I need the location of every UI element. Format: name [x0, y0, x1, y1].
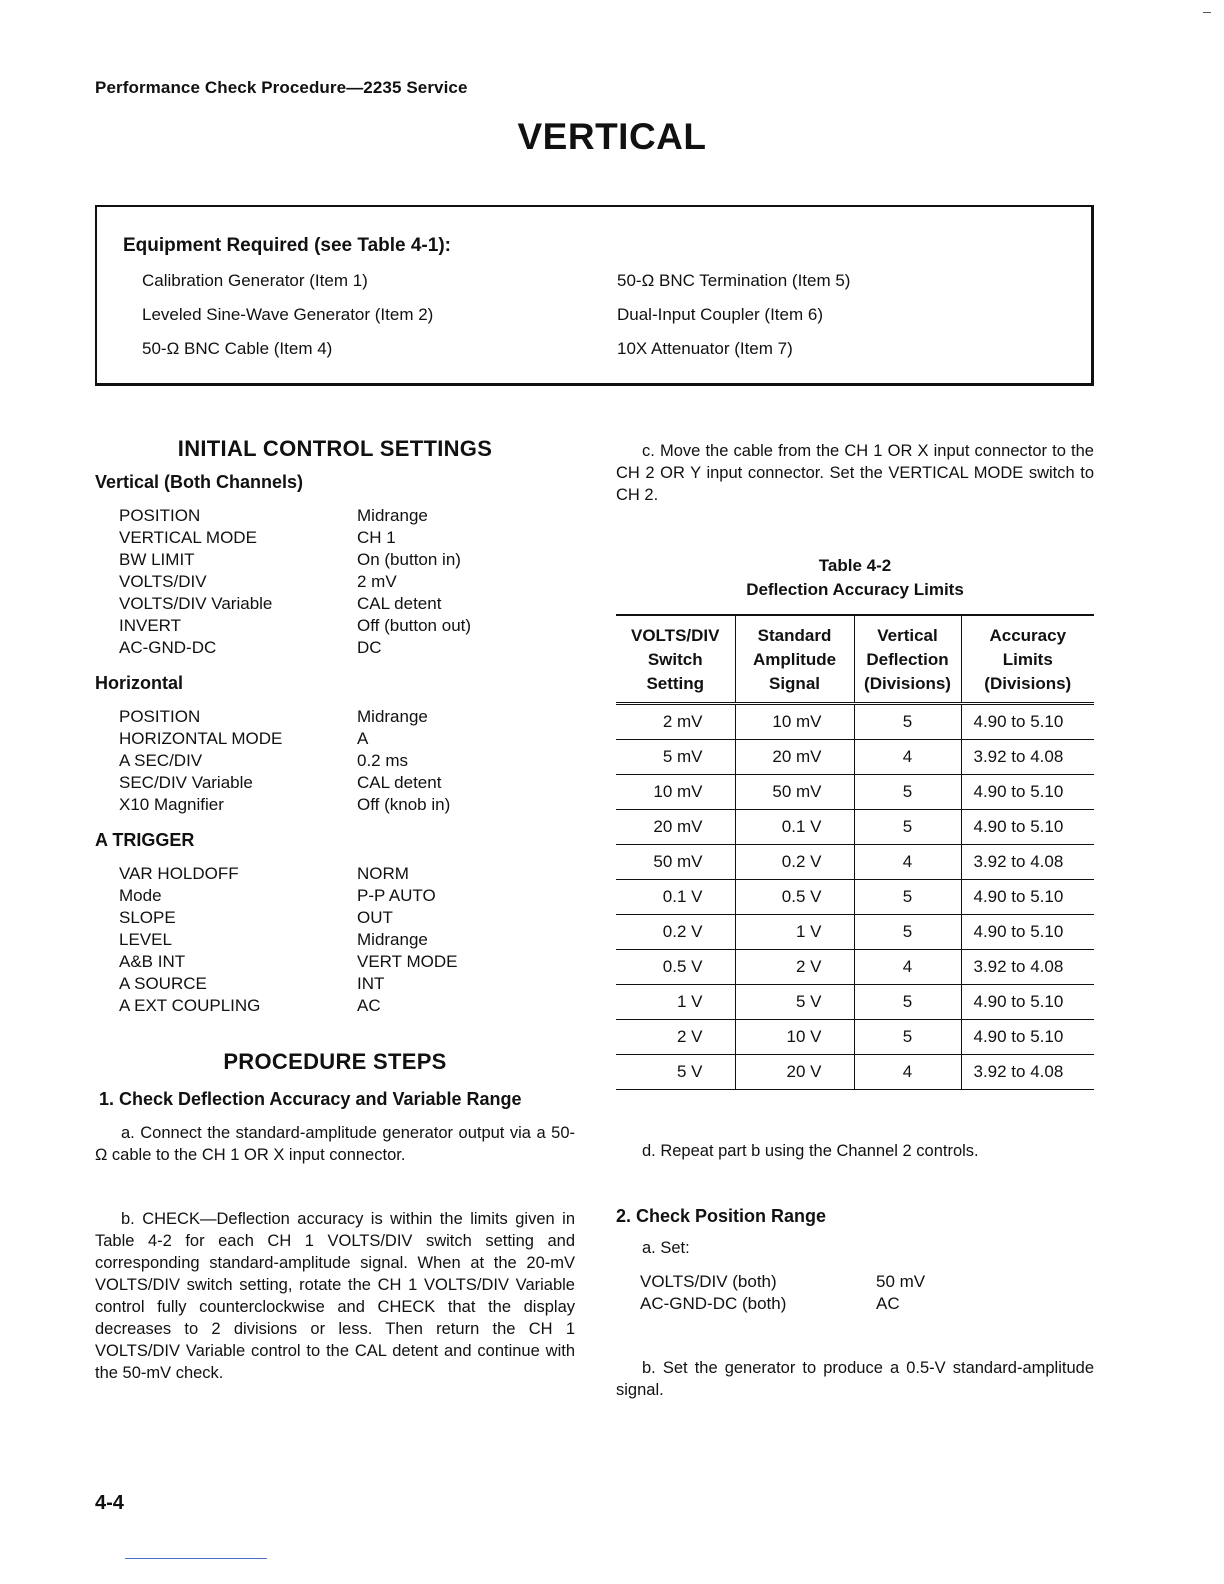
procedure-steps-heading: PROCEDURE STEPS: [223, 1049, 447, 1074]
setting-name: AC-GND-DC (both): [640, 1294, 787, 1313]
table-cell: 2 V: [616, 1020, 735, 1055]
settings-horizontal: [119, 706, 575, 816]
page-number: 4-4: [95, 1492, 124, 1514]
table-cell: 10 mV: [735, 704, 854, 740]
step1-part-d: d. Repeat part b using the Channel 2 controls.: [642, 1142, 979, 1160]
table-cell: 4.90 to 5.10: [961, 1020, 1094, 1055]
setting-name: X10 Magnifier: [119, 795, 224, 814]
setting-value: AC: [876, 1294, 900, 1313]
table-cell: 5: [854, 985, 961, 1020]
setting-name: Mode: [119, 886, 162, 905]
header-line: Vertical: [877, 626, 938, 645]
setting-value: Off (button out): [357, 616, 472, 635]
table-cell: 5: [854, 810, 961, 845]
setting-row: [119, 951, 575, 973]
step1-title: 1. Check Deflection Accuracy and Variable Range: [99, 1089, 522, 1109]
table-cell: 0.2 V: [616, 915, 735, 950]
setting-value: Off (knob in): [357, 795, 451, 814]
setting-value: AC: [357, 996, 381, 1015]
table-cell: 3.92 to 4.08: [961, 1055, 1094, 1090]
setting-value: VERT MODE: [357, 952, 458, 971]
setting-row: [119, 505, 575, 527]
table-cell: 0.5 V: [735, 880, 854, 915]
setting-name: SEC/DIV Variable: [119, 773, 253, 792]
equipment-required-box: [95, 205, 1094, 386]
table-row: [616, 1055, 1094, 1090]
header-line: Deflection: [866, 650, 949, 669]
setting-value: INT: [357, 974, 385, 993]
table-row: [616, 950, 1094, 985]
setting-row: [119, 929, 575, 951]
table-row: [616, 740, 1094, 775]
setting-value: CH 1: [357, 528, 396, 547]
left-column: [95, 436, 575, 1384]
table-cell: 4.90 to 5.10: [961, 704, 1094, 740]
step2-part-b: b. Set the generator to produce a 0.5-V standard-amplitude signal.: [616, 1359, 1094, 1399]
initial-settings-heading: INITIAL CONTROL SETTINGS: [177, 436, 493, 461]
table-cell: 4.90 to 5.10: [961, 880, 1094, 915]
table-cell: 4.90 to 5.10: [961, 775, 1094, 810]
table-cell: 50 mV: [735, 775, 854, 810]
setting-row: [119, 706, 575, 728]
setting-name: VOLTS/DIV (both): [640, 1272, 777, 1291]
step2-part-a: a. Set:: [642, 1239, 690, 1257]
table-cell: 20 mV: [616, 810, 735, 845]
table-cell: 4: [854, 740, 961, 775]
setting-row: [119, 794, 575, 816]
setting-name: VAR HOLDOFF: [119, 864, 239, 883]
setting-value: DC: [357, 638, 382, 657]
table-cell: 0.1 V: [616, 880, 735, 915]
setting-row: [119, 593, 575, 615]
equipment-item: 50-Ω BNC Termination (Item 5): [617, 271, 851, 290]
table-cell: 0.5 V: [616, 950, 735, 985]
setting-row: [119, 885, 575, 907]
setting-value: 50 mV: [876, 1272, 926, 1291]
equipment-item: 50-Ω BNC Cable (Item 4): [142, 339, 333, 358]
setting-name: LEVEL: [119, 930, 172, 949]
running-head: Performance Check Procedure—2235 Service: [95, 78, 468, 97]
table-cell: 1 V: [616, 985, 735, 1020]
setting-row: [119, 728, 575, 750]
setting-name: A&B INT: [119, 952, 186, 971]
step1-part-c: c. Move the cable from the CH 1 OR X input connector to the CH 2 OR Y input connector. Set the VERTICAL MODE switch to CH 2.: [616, 442, 1094, 504]
setting-name: INVERT: [119, 616, 182, 635]
setting-value: A: [357, 729, 369, 748]
setting-row: [119, 549, 575, 571]
equipment-list-left: [142, 271, 433, 373]
settings-vertical: [119, 505, 575, 659]
table-cell: 0.1 V: [735, 810, 854, 845]
header-line: (Divisions): [984, 674, 1072, 693]
setting-value: Midrange: [357, 707, 428, 726]
header-line: Standard: [757, 626, 832, 645]
table-cell: 0.2 V: [735, 845, 854, 880]
setting-row: [119, 615, 575, 637]
setting-value: 0.2 ms: [357, 751, 409, 770]
setting-value: 2 mV: [357, 572, 397, 591]
table-cell: 2 mV: [616, 704, 735, 740]
setting-row: [119, 907, 575, 929]
step2-title: 2. Check Position Range: [616, 1206, 827, 1226]
setting-name: POSITION: [119, 506, 201, 525]
settings-a-trigger: [119, 863, 575, 1017]
right-column: [616, 440, 1094, 1401]
table-row: [616, 1020, 1094, 1055]
equipment-item: Calibration Generator (Item 1): [142, 271, 368, 290]
setting-name: VERTICAL MODE: [119, 528, 257, 547]
table-cell: 10 V: [735, 1020, 854, 1055]
setting-row: [119, 973, 575, 995]
table-cell: 5 V: [735, 985, 854, 1020]
table-row: [616, 775, 1094, 810]
table-cell: 4.90 to 5.10: [961, 985, 1094, 1020]
header-line: VOLTS/DIV: [631, 626, 720, 645]
setting-row: [640, 1293, 1094, 1315]
equipment-item: Dual-Input Coupler (Item 6): [617, 305, 823, 324]
setting-row: [119, 571, 575, 593]
table-row: [616, 845, 1094, 880]
setting-name: POSITION: [119, 707, 201, 726]
step2-settings: [640, 1271, 1094, 1315]
table-row: [616, 704, 1094, 740]
setting-value: Midrange: [357, 506, 428, 525]
header-line: Signal: [768, 674, 820, 693]
column-header: [735, 615, 854, 704]
table-cell: 1 V: [735, 915, 854, 950]
group-title-horizontal: Horizontal: [95, 673, 183, 693]
scan-edge-mark: [1203, 12, 1211, 13]
table-cell: 50 mV: [616, 845, 735, 880]
table-cell: 5: [854, 880, 961, 915]
setting-value: NORM: [357, 864, 409, 883]
column-header: [854, 615, 961, 704]
setting-name: VOLTS/DIV Variable: [119, 594, 273, 613]
table-row: [616, 880, 1094, 915]
table-cell: 5: [854, 775, 961, 810]
group-title-a-trigger: A TRIGGER: [95, 830, 195, 850]
table-cell: 20 mV: [735, 740, 854, 775]
table-row: [616, 915, 1094, 950]
equipment-title: Equipment Required (see Table 4-1):: [123, 235, 451, 256]
table-caption: [616, 554, 1094, 602]
table-cell: 4: [854, 950, 961, 985]
setting-value: OUT: [357, 908, 393, 927]
table-cell: 4.90 to 5.10: [961, 810, 1094, 845]
table-cell: 10 mV: [616, 775, 735, 810]
footer-rule: [125, 1558, 267, 1559]
header-line: Setting: [646, 674, 705, 693]
table-cell: 4.90 to 5.10: [961, 915, 1094, 950]
setting-value: Midrange: [357, 930, 428, 949]
setting-name: A SEC/DIV: [119, 751, 203, 770]
setting-name: BW LIMIT: [119, 550, 195, 569]
table-row: [616, 810, 1094, 845]
header-line: Accuracy: [989, 626, 1067, 645]
setting-name: A EXT COUPLING: [119, 996, 261, 1015]
table-header-row: [616, 615, 1094, 704]
setting-name: VOLTS/DIV: [119, 572, 207, 591]
setting-value: CAL detent: [357, 773, 442, 792]
equipment-item: 10X Attenuator (Item 7): [617, 339, 793, 358]
equipment-list-right: [617, 271, 850, 373]
setting-row: [640, 1271, 1094, 1293]
column-header: [616, 615, 735, 704]
header-line: Switch: [647, 650, 703, 669]
setting-value: On (button in): [357, 550, 461, 569]
step1-part-a: a. Connect the standard-amplitude generator output via a 50-Ω cable to the CH 1 OR X input connector.: [95, 1124, 575, 1164]
equipment-item: Leveled Sine-Wave Generator (Item 2): [142, 305, 434, 324]
setting-name: HORIZONTAL MODE: [119, 729, 283, 748]
header-line: Amplitude: [752, 650, 837, 669]
setting-row: [119, 863, 575, 885]
deflection-accuracy-table: [616, 614, 1094, 1090]
setting-row: [119, 527, 575, 549]
table-cell: 3.92 to 4.08: [961, 740, 1094, 775]
table-cell: 5: [854, 915, 961, 950]
table-cell: 4: [854, 1055, 961, 1090]
header-line: (Divisions): [864, 674, 951, 693]
column-header: [961, 615, 1094, 704]
table-cell: 20 V: [735, 1055, 854, 1090]
setting-row: [119, 995, 575, 1017]
table-cell: 3.92 to 4.08: [961, 950, 1094, 985]
setting-name: AC-GND-DC: [119, 638, 217, 657]
setting-row: [119, 637, 575, 659]
setting-value: P-P AUTO: [357, 886, 436, 905]
setting-row: [119, 772, 575, 794]
table-cell: 4: [854, 845, 961, 880]
setting-row: [119, 750, 575, 772]
header-line: Limits: [1002, 650, 1053, 669]
table-cell: 5: [854, 1020, 961, 1055]
table-cell: 5: [854, 704, 961, 740]
step1-part-b: b. CHECK—Deflection accuracy is within the limits given in Table 4-2 for each CH 1 VOLTS/DIV switch setting and corresponding standard-amplitude signal. When at the 20-mV VOLTS/DIV switch setting, rotate the CH 1 VOLTS/DIV Variable control fully counterclockwise and CHECK that the display decreases to 2 divisions or less. Then return the CH 1 VOLTS/DIV Variable control to the CAL detent and continue with the 50-mV check.: [95, 1210, 575, 1382]
table-cell: 5 mV: [616, 740, 735, 775]
group-title-vertical: Vertical (Both Channels): [95, 472, 304, 492]
setting-name: SLOPE: [119, 908, 176, 927]
table-number: Table 4-2: [818, 556, 892, 575]
table-cell: 3.92 to 4.08: [961, 845, 1094, 880]
table-cell: 5 V: [616, 1055, 735, 1090]
setting-value: CAL detent: [357, 594, 442, 613]
setting-name: A SOURCE: [119, 974, 207, 993]
table-title: Deflection Accuracy Limits: [746, 580, 964, 599]
table-row: [616, 985, 1094, 1020]
table-cell: 2 V: [735, 950, 854, 985]
page-title: VERTICAL: [517, 116, 707, 157]
